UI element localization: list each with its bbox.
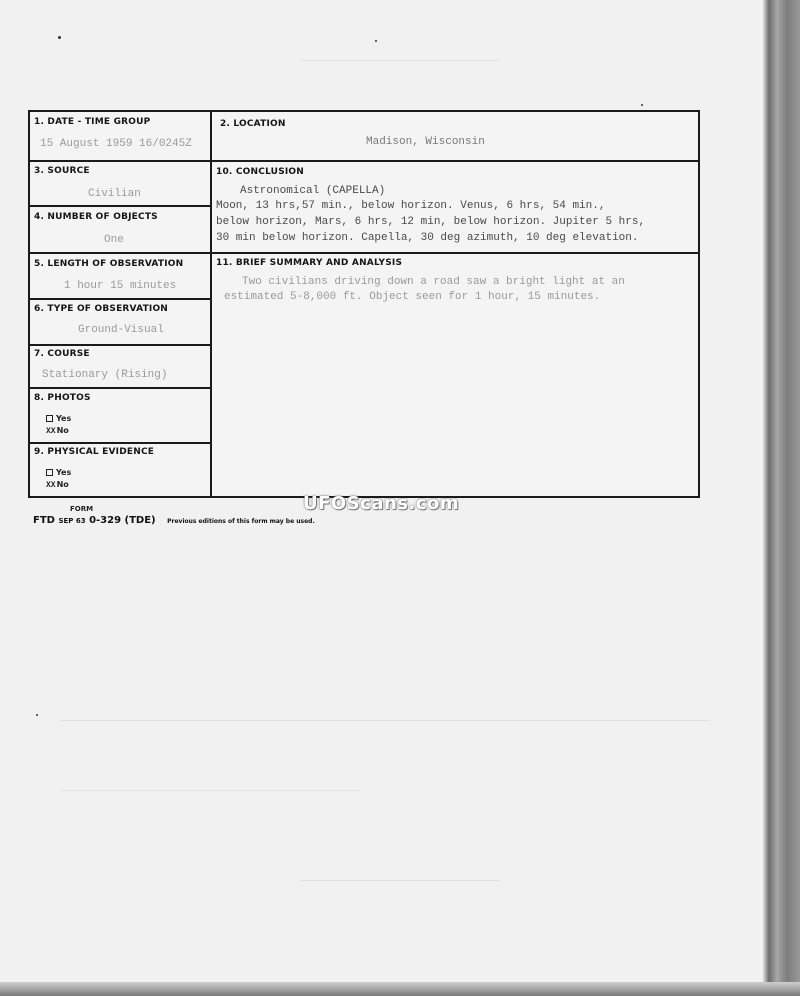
length-of-observation-label: 5. LENGTH OF OBSERVATION [34,259,184,269]
watermark: UFOScans.com [303,493,460,514]
row-divider [30,298,210,300]
date-time-label: 1. DATE - TIME GROUP [34,117,151,127]
row-divider [30,442,210,444]
bleed-through-line [60,720,710,721]
conclusion-line: Moon, 13 hrs,57 min., below horizon. Venus, 6 hrs, 54 min., [216,200,606,212]
length-of-observation-value: 1 hour 15 minutes [64,280,177,292]
number-of-objects-label: 4. NUMBER OF OBJECTS [34,212,158,222]
summary-label: 11. BRIEF SUMMARY AND ANALYSIS [216,258,403,268]
footer-ftd: FTD [33,515,55,526]
physical-no-label: No [56,480,69,489]
photos-yes-checkbox [46,415,53,422]
physical-yes-label: Yes [56,468,72,477]
photos-label: 8. PHOTOS [34,393,91,403]
photos-yes-label: Yes [56,414,72,423]
summary-line: Two civilians driving down a road saw a bright light at an [242,276,625,288]
scan-speck [641,104,643,106]
scan-speck [58,36,61,39]
conclusion-line: Astronomical (CAPELLA) [240,185,386,197]
photos-no-option [46,426,69,436]
row-divider [30,387,210,389]
scan-speck [375,40,377,42]
scan-edge-bottom [0,982,800,996]
source-label: 3. SOURCE [34,166,90,176]
source-value: Civilian [88,188,141,200]
type-of-observation-label: 6. TYPE OF OBSERVATION [34,304,169,314]
footer-date: SEP 63 [58,517,86,525]
row-divider [30,205,210,207]
footer-number: 0-329 (TDE) [89,515,156,526]
physical-no-xmark-icon: XX [46,481,56,490]
physical-yes-checkbox [46,469,53,476]
photos-no-xmark-icon: XX [46,427,56,436]
project-card-form [28,110,700,498]
course-label: 7. COURSE [34,349,90,359]
summary-line: estimated 5-8,000 ft. Object seen for 1 hour, 15 minutes. [224,291,601,303]
conclusion-label: 10. CONCLUSION [216,167,305,177]
photos-no-label: No [56,426,69,435]
physical-evidence-label: 9. PHYSICAL EVIDENCE [34,447,155,457]
bleed-through-line [300,880,500,881]
form-footer [33,515,315,526]
scan-speck [36,714,38,716]
row-divider [30,252,700,254]
row-divider [30,160,700,162]
physical-no-option [46,480,69,490]
bleed-through-line [60,790,360,791]
column-divider [210,112,212,496]
location-label: 2. LOCATION [220,119,286,129]
course-value: Stationary (Rising) [42,369,168,381]
row-divider [30,344,210,346]
physical-yes-option [46,468,71,477]
conclusion-line: 30 min below horizon. Capella, 30 deg azimuth, 10 deg elevation. [216,232,639,244]
date-time-value: 15 August 1959 16/0245Z [40,138,192,150]
number-of-objects-value: One [104,234,124,246]
conclusion-line: below horizon, Mars, 6 hrs, 12 min, below horizon. Jupiter 5 hrs, [216,216,646,228]
scan-edge-right [763,0,800,996]
location-value: Madison, Wisconsin [366,136,485,148]
type-of-observation-value: Ground-Visual [78,324,164,336]
footer-note: Previous editions of this form may be used. [167,518,315,525]
footer-form-word: FORM [70,505,94,513]
bleed-through-line [300,60,500,61]
photos-yes-option [46,414,71,423]
